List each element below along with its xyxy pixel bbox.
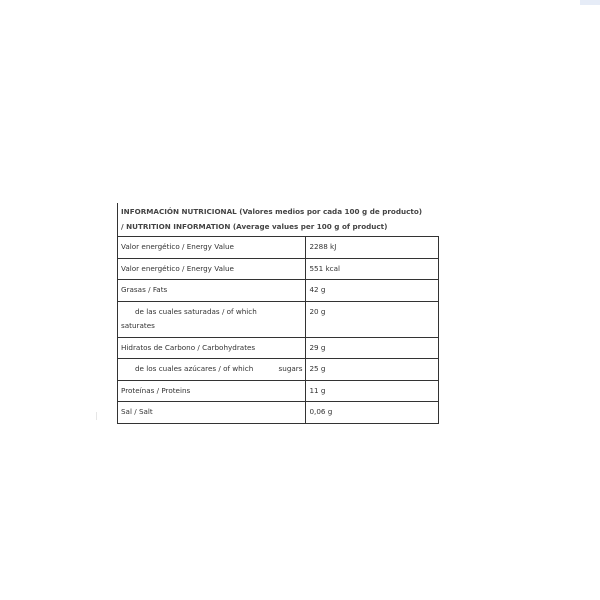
row-value: 0,06 g [306, 402, 439, 424]
row-label: Proteínas / Proteins [118, 380, 306, 402]
nutrition-table [117, 202, 439, 424]
row-value: 551 kcal [306, 258, 439, 280]
table-row [118, 380, 439, 402]
row-label: Valor energético / Energy Value [118, 258, 306, 280]
row-label [118, 359, 306, 381]
row-label-part-2: sugars [278, 364, 303, 373]
table-row [118, 258, 439, 280]
row-label-line-2: saturates [121, 321, 155, 330]
row-value: 29 g [306, 337, 439, 359]
row-value: 25 g [306, 359, 439, 381]
row-label-spread [121, 362, 302, 377]
row-label: Hidratos de Carbono / Carbohydrates [118, 337, 306, 359]
table-row [118, 337, 439, 359]
table-row [118, 402, 439, 424]
row-label: Sal / Salt [118, 402, 306, 424]
table-row [118, 301, 439, 337]
table-caption-row [118, 203, 439, 237]
row-value: 42 g [306, 280, 439, 302]
row-value: 20 g [306, 301, 439, 337]
row-label-line-1: de las cuales saturadas / of which [135, 306, 257, 316]
row-value: 2288 kJ [306, 237, 439, 259]
table-row [118, 280, 439, 302]
row-value: 11 g [306, 380, 439, 402]
row-label: Valor energético / Energy Value [118, 237, 306, 259]
caption-line-2: / NUTRITION INFORMATION (Average values per 100 g of product) [121, 221, 388, 231]
table-caption [118, 203, 439, 237]
table-row [118, 237, 439, 259]
caption-line-1: INFORMACIÓN NUTRICIONAL (Valores medios por cada 100 g de producto) [121, 207, 423, 216]
row-label [118, 301, 306, 337]
stray-mark [96, 412, 97, 420]
row-label-part-1: de los cuales azúcares / of which [135, 364, 254, 373]
corner-mark [580, 0, 600, 5]
table-row [118, 359, 439, 381]
row-label: Grasas / Fats [118, 280, 306, 302]
